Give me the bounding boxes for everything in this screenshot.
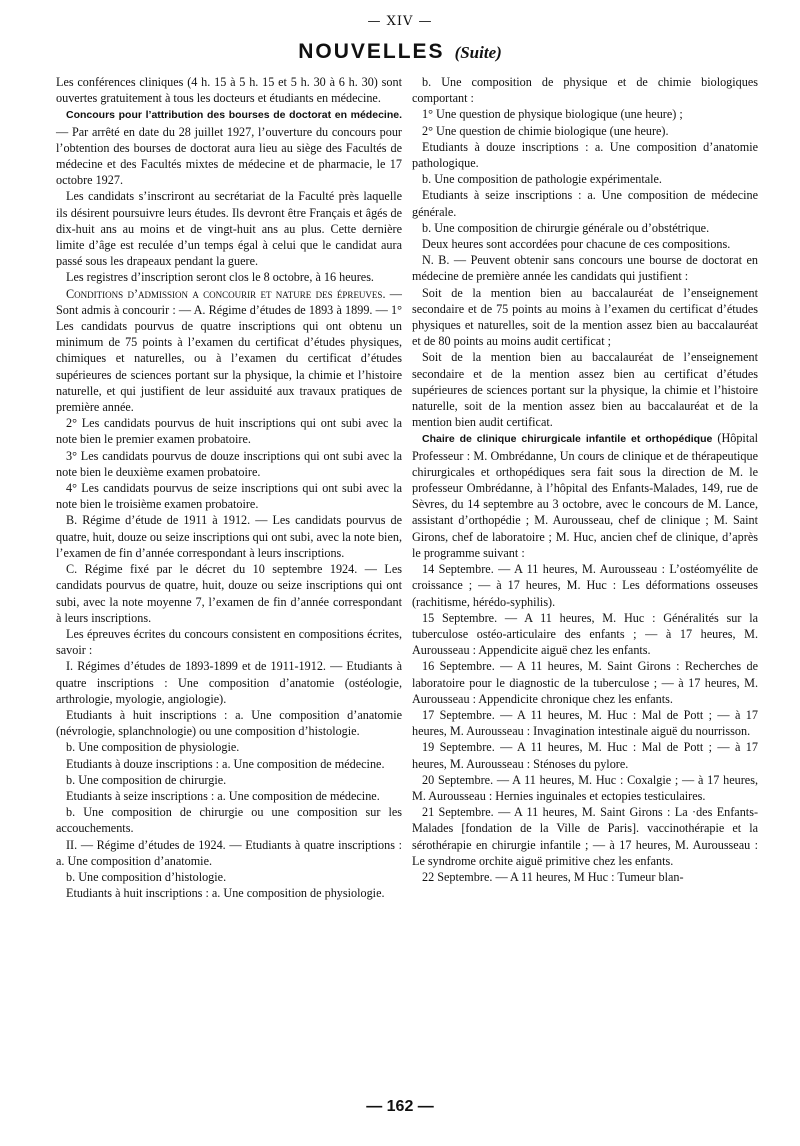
paragraph-text: II. — Régime d’études de 1924. — Etudiants à quatre inscriptions : a. Une composition d’anatomie. [56,837,402,868]
paragraph-text: 20 Septembre. — A 11 heures, M. Huc : Coxalgie ; — à 17 heures, M. Aurousseau : Hernies inguinales et ectopies testiculaires. [412,772,758,803]
paragraph [412,739,758,771]
paragraph-text: 2° Une question de chimie biologique (une heure). [422,123,669,138]
paragraph [56,658,402,707]
paragraph [56,869,402,885]
paragraph [56,885,402,901]
paragraph [56,415,402,447]
section-title [0,40,800,64]
paragraph [56,837,402,869]
paragraph-text: C. Régime fixé par le décret du 10 septembre 1924. — Les candidats pourvus de quatre, huit, douze ou seize inscriptions qui ont subi, avec la note moyenne 7, l’examen de fin d’année correspondant à leurs inscriptions. [56,562,402,625]
paragraph-text: 19 Septembre. — A 11 heures, M. Huc : Mal de Pott ; — à 17 heures, M. Aurousseau : Sténoses du pylore. [412,740,758,771]
paragraph-text: 15 Septembre. — A 11 heures, M. Huc : Généralités sur la tuberculose ostéo-articulaire des enfants ; — à 17 heures, M. Aurousseau : Appendicite aiguë chez les enfants. [412,610,758,658]
paragraph [56,480,402,512]
paragraph [412,252,758,284]
right-column [412,74,758,885]
paragraph-text: Les candidats s’inscriront au secrétariat de la Faculté près laquelle ils désirent poursuivre leurs études. Ils devront être Français et âgés de dix-huit ans au moins et de vingt-huit ans au plus. Cette dernière limite d’âge est reculée d’un temps égal à celui que le candidat aura passé sous les drapeaux pendant la guere. [56,189,402,269]
paragraph [412,430,758,561]
paragraph-text: b. Une composition de chirurgie. [66,772,227,787]
paragraph [412,869,758,885]
paragraph [412,772,758,804]
paragraph [412,171,758,187]
paragraph [412,610,758,659]
paragraph-text: I. Régimes d’études de 1893-1899 et de 1911-1912. — Etudiants à quatre inscriptions : Une composition d’anatomie (ostéologie, arthrologie, myologie, angiologie). [56,659,402,706]
paragraph-text: 16 Septembre. — A 11 heures, M. Saint Girons : Recherches de laboratoire pour le diagnostic de la tuberculose ; — à 17 heures, M. Aurousseau : Appendicite chronique chez les enfants. [412,659,758,706]
paragraph-text: 2° Les candidats pourvus de huit inscriptions qui ont subi avec la note bien le premier examen probatoire. [56,416,402,447]
paragraph [56,707,402,739]
paragraph [412,658,758,707]
paragraph-text: Deux heures sont accordées pour chacune de ces compositions. [422,237,731,252]
paragraph-text: 3° Les candidats pourvus de douze inscriptions qui ont subi avec la note bien le deuxième examen probatoire. [56,448,402,479]
title-main: NOUVELLES [298,40,445,63]
paragraph [56,448,402,480]
page-number: — 162 — [366,1098,434,1115]
paragraph [56,286,402,416]
paragraph-text: b. Une composition d’histologie. [66,869,227,884]
paragraph-text: 17 Septembre. — A 11 heures, M. Huc : Mal de Pott ; — à 17 heures, M. Aurousseau : Invagination intestinale aiguë du nourrisson. [412,707,758,739]
paragraph-text: b. Une composition de physiologie. [66,740,240,755]
paragraph-text: 21 Septembre. — A 11 heures, M. Saint Girons : La ·des Enfants-Malades [fondation de la Ville de Paris]. vaccinothérapie et la sérothérapie en chirurgie infantile ; — à 17 heures, M. Aurousseau : Le syndrome orchite aiguë primitive chez les enfants. [412,805,758,868]
paragraph [412,139,758,171]
paragraph-text: 22 Septembre. — A 11 heures, M Huc : Tumeur blan- [422,869,684,884]
paragraph [56,188,402,269]
paragraph [412,187,758,219]
paragraph [412,804,758,869]
paragraph [56,512,402,561]
paragraph [412,123,758,139]
paragraph-text: — Par arrêté en date du 28 juillet 1927, l’ouverture du concours pour l’obtention des bourses de doctorat aura lieu au siège des Facultés de médecine et des Facultés mixtes de médecine et de pharmacie, le 17 octobre 1927. [56,124,402,188]
paragraph-text: 1° Une question de physique biologique (une heure) ; [422,107,683,122]
paragraph-text: 14 Septembre. — A 11 heures, M. Aurousseau : L’ostéomyélite de croissance ; — à 17 heures, M. Huc : Les déformations osseuses (rachitisme, hérédo-syphilis). [412,562,758,609]
paragraph-text: 4° Les candidats pourvus de seize inscriptions qui ont subi avec la note bien le troisième examen probatoire. [56,481,402,512]
paragraph [412,74,758,106]
paragraph-text: b. Une composition de pathologie expérimentale. [422,172,662,187]
paragraph [412,106,758,122]
paragraph-heading: Chaire de clinique chirurgicale infantile et orthopédique [422,433,713,446]
paragraph-text: b. Une composition de physique et de chimie biologiques comportant : [412,75,758,106]
paragraph-heading: Concours pour l’attribution des bourses de doctorat en médecine. [66,109,402,122]
paragraph [412,285,758,350]
paragraph-text: Soit de la mention bien au baccalauréat de l’enseignement secondaire et de la mention assez bien au certificat d’études supérieures de sciences portant sur la physique, la chimie et l’histoire naturelle, soit de la mention assez bien au baccalauréat et de la mention bien audit certificat. [412,350,758,430]
paragraph-text: Les conférences cliniques (4 h. 15 à 5 h. 15 et 5 h. 30 à 6 h. 30) sont ouvertes gratuitement à tous les docteurs et étudiants en médecine. [56,75,402,106]
paragraph-text: Etudiants à seize inscriptions : a. Une composition de médecine. [66,788,380,803]
left-column [56,74,402,901]
paragraph [56,756,402,772]
paragraph-text: b. Une composition de chirurgie ou une composition sur les accouchements. [56,805,402,836]
paragraph [412,236,758,252]
paragraph-text: Etudiants à huit inscriptions : a. Une composition d’anatomie (névrologie, splanchnologie) ou une composition d’histologie. [56,707,402,739]
paragraph-text: (Hôpital Professeur : M. Ombrédanne, Un cours de clinique et de thérapeutique chirurgicales et orthopédiques sera fait sous la direction de M. le professeur Ombrédanne, à l’hôpital des Enfants-Malades, 149, rue de Sèvres, du 14 septembre au 3 octobre, avec le concours de M. Lance, assistant d’orthopédie ; M. Aurousseau, chef de clinique ; M. Saint Girons, chef de laboratoire ; M. Huc, ancien chef de clinique, d’après le programme suivant : [412,431,758,560]
paragraph-text: b. Une composition de chirurgie générale ou d’obstétrique. [422,220,710,235]
paragraph-text: N. B. — Peuvent obtenir sans concours une bourse de doctorat en médecine de première année les candidats qui justifient : [412,253,758,284]
paragraph [412,707,758,739]
paragraph [56,804,402,836]
paragraph [56,739,402,755]
paragraph [56,772,402,788]
paragraph-text: Etudiants à douze inscriptions : a. Une composition d’anatomie pathologique. [412,139,758,171]
paragraph-smallcaps-heading: Conditions d’admission a concourir et nature des épreuves. [66,286,386,301]
paragraph [56,788,402,804]
paragraph [56,561,402,626]
paragraph [412,561,758,610]
paragraph [56,106,402,188]
paragraph [56,626,402,658]
title-suite: (Suite) [454,43,502,62]
paragraph-text: Etudiants à huit inscriptions : a. Une composition de physiologie. [66,886,385,901]
paragraph-text: B. Régime d’étude de 1911 à 1912. — Les candidats pourvus de quatre, huit, douze ou seize inscriptions qui ont subi, avec la note bien, l’examen de fin d’année correspondant à leurs inscriptions. [56,513,402,560]
paragraph [56,269,402,285]
page-roman-numeral: — XIV — [367,14,433,29]
paragraph-text: Soit de la mention bien au baccalauréat de l’enseignement secondaire et de 75 points au moins à l’examen du certificat d’études physiques et naturelles, soit de la mention assez bien au baccalauréat et de 80 points au moins audit certificat ; [412,285,758,349]
paragraph-text: — Sont admis à concourir : — A. Régime d’études de 1893 à 1899. — 1° Les candidats pourvus de quatre inscriptions qui ont obtenu un minimum de 75 points à l’examen du certificat d’études physiques, chimiques et naturelles, ou à l’examen du certificat d’études supérieures de sciences portant sur la physique, la chimie et l’histoire naturelle, et qui justifient de leur assiduité aux travaux pratiques de première année. [56,286,402,415]
paragraph-text: Etudiants à seize inscriptions : a. Une composition de médecine générale. [412,188,758,219]
paragraph-text: Les registres d’inscription seront clos le 8 octobre, à 16 heures. [66,270,374,285]
paragraph [412,349,758,430]
paragraph-text: Etudiants à douze inscriptions : a. Une composition de médecine. [66,756,385,771]
paragraph [56,74,402,106]
paragraph-text: Les épreuves écrites du concours consistent en compositions écrites, savoir : [56,626,402,658]
paragraph [412,220,758,236]
